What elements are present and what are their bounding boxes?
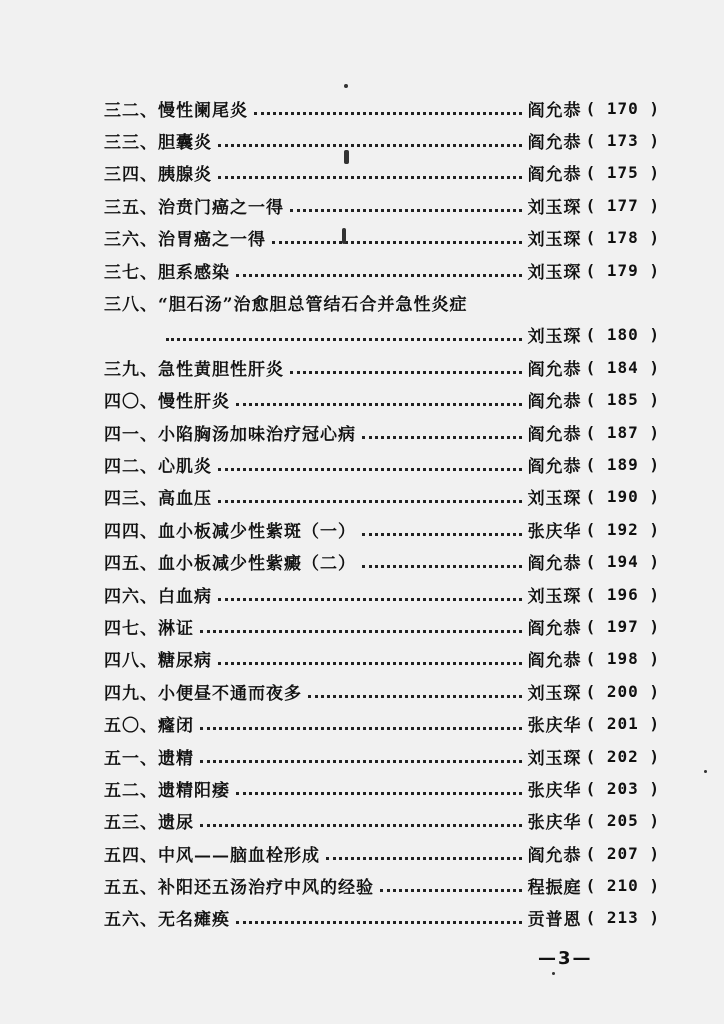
toc-entry-number: 五〇、 <box>104 716 158 737</box>
dot-leader <box>200 750 522 763</box>
toc-entry-number: 三八、 <box>104 295 158 316</box>
toc-entry <box>104 740 660 772</box>
toc-entry-author: 阎允恭 <box>527 100 582 121</box>
toc-entry <box>104 805 660 837</box>
dot-leader <box>166 328 522 341</box>
dot-leader <box>200 717 522 730</box>
dot-leader <box>326 847 522 860</box>
scan-speck <box>704 770 707 773</box>
toc-entry-page: ( 205 ) <box>585 811 660 831</box>
toc-entry <box>104 92 660 124</box>
toc-entry-author: 程振庭 <box>527 878 582 899</box>
toc-entry-author: 刘玉琛 <box>527 197 582 218</box>
toc-entry-page: ( 190 ) <box>585 487 660 507</box>
toc-entry <box>104 384 660 416</box>
dot-leader <box>362 523 522 536</box>
toc-entry-title: 遗尿 <box>158 813 194 834</box>
toc-entry-number: 四三、 <box>104 489 158 510</box>
toc-entry-title: 慢性肝炎 <box>158 392 230 413</box>
toc-entry-number: 四一、 <box>104 424 158 445</box>
dot-leader <box>218 652 522 665</box>
toc-entry <box>104 578 660 610</box>
toc-entry-author: 贡普恩 <box>527 910 582 931</box>
toc-entry-title: 治胃癌之一得 <box>158 230 266 251</box>
toc-entry <box>104 222 660 254</box>
toc-entry-number: 五二、 <box>104 780 158 801</box>
toc-entry-page: ( 213 ) <box>585 908 660 928</box>
dot-leader <box>236 264 522 277</box>
toc-entry-number: 五六、 <box>104 910 158 931</box>
toc-entry-title: 急性黄胆性肝炎 <box>158 359 284 380</box>
toc-entry-title: 中风——脑血栓形成 <box>158 845 320 866</box>
toc-entry-author: 刘玉琛 <box>527 748 582 769</box>
toc-entry-title: 白血病 <box>158 586 212 607</box>
toc-entry-number: 四八、 <box>104 651 158 672</box>
dot-leader <box>218 166 522 179</box>
toc-entry-page: ( 197 ) <box>585 616 660 636</box>
toc-entry <box>104 448 660 480</box>
toc-entry-author: 张庆华 <box>527 716 582 737</box>
toc-entry-title: 小便昼不通而夜多 <box>158 683 302 704</box>
toc-entry-title: 血小板减少性紫癜（二） <box>158 554 356 575</box>
toc-entry <box>104 869 660 901</box>
toc-entry-title: 心肌炎 <box>158 456 212 477</box>
toc-entry-number: 三五、 <box>104 197 158 218</box>
toc-entry <box>104 481 660 513</box>
toc-entry-title: 无名瘫痪 <box>158 910 230 931</box>
toc-entry <box>104 319 660 351</box>
toc-entry-author: 阎允恭 <box>527 133 582 154</box>
toc-entry-author: 阎允恭 <box>527 845 582 866</box>
toc-entry-page: ( 201 ) <box>585 714 660 734</box>
toc-entry <box>104 254 660 286</box>
toc-entry <box>104 902 660 934</box>
toc-entry <box>104 610 660 642</box>
toc-entry-page: ( 187 ) <box>585 422 660 442</box>
toc-entry-author: 阎允恭 <box>527 456 582 477</box>
toc-entry <box>104 157 660 189</box>
toc-entry <box>104 416 660 448</box>
scan-speck <box>552 972 555 975</box>
toc-entry-author: 阎允恭 <box>527 392 582 413</box>
toc-entry-title: 遗精 <box>158 748 194 769</box>
toc-entry-page: ( 194 ) <box>585 552 660 572</box>
dot-leader <box>272 231 522 244</box>
dot-leader <box>200 814 522 827</box>
toc-entry-author: 刘玉琛 <box>527 489 582 510</box>
toc-entry-author: 张庆华 <box>527 780 582 801</box>
toc-entry <box>104 545 660 577</box>
toc-entry <box>104 351 660 383</box>
toc-entry-title: 癃闭 <box>158 716 194 737</box>
toc-entry-number: 四五、 <box>104 554 158 575</box>
toc-entry-number: 四四、 <box>104 521 158 542</box>
toc-entry-page: ( 185 ) <box>585 390 660 410</box>
toc-entry-page: ( 207 ) <box>585 843 660 863</box>
toc-entry-title: 遗精阳痿 <box>158 780 230 801</box>
toc-entry-author: 阎允恭 <box>527 424 582 445</box>
toc-entry-title: 胆系感染 <box>158 262 230 283</box>
toc-entry-title: 治贲门癌之一得 <box>158 197 284 218</box>
table-of-contents <box>104 92 660 934</box>
toc-entry <box>104 286 660 318</box>
toc-entry-number: 四〇、 <box>104 392 158 413</box>
toc-entry-title: “胆石汤”治愈胆总管结石合并急性炎症 <box>158 295 468 316</box>
toc-entry-author: 阎允恭 <box>527 651 582 672</box>
toc-entry <box>104 707 660 739</box>
scan-speck <box>344 84 348 88</box>
scan-speck <box>344 150 349 164</box>
toc-entry <box>104 189 660 221</box>
toc-entry-number: 三三、 <box>104 133 158 154</box>
toc-entry-number: 四七、 <box>104 618 158 639</box>
dot-leader <box>308 685 522 698</box>
dot-leader <box>362 426 522 439</box>
toc-entry-page: ( 200 ) <box>585 681 660 701</box>
toc-entry-title: 糖尿病 <box>158 651 212 672</box>
dot-leader <box>290 361 522 374</box>
toc-entry-page: ( 203 ) <box>585 778 660 798</box>
toc-entry-number: 三四、 <box>104 165 158 186</box>
toc-entry-page: ( 177 ) <box>585 195 660 215</box>
toc-entry-author: 张庆华 <box>527 521 582 542</box>
toc-entry-page: ( 184 ) <box>585 357 660 377</box>
toc-entry-page: ( 170 ) <box>585 98 660 118</box>
toc-entry-title: 胰腺炎 <box>158 165 212 186</box>
toc-entry-author: 刘玉琛 <box>527 327 582 348</box>
toc-entry-page: ( 179 ) <box>585 260 660 280</box>
scan-speck <box>342 228 346 244</box>
toc-entry-author: 张庆华 <box>527 813 582 834</box>
toc-entry-number: 四九、 <box>104 683 158 704</box>
toc-entry <box>104 124 660 156</box>
dot-leader <box>362 555 522 568</box>
toc-entry-author: 刘玉琛 <box>527 230 582 251</box>
toc-entry-number: 四二、 <box>104 456 158 477</box>
toc-entry-number: 四六、 <box>104 586 158 607</box>
toc-entry-number: 五三、 <box>104 813 158 834</box>
toc-entry-number: 五四、 <box>104 845 158 866</box>
toc-entry-author: 阎允恭 <box>527 359 582 380</box>
toc-entry-author: 刘玉琛 <box>527 262 582 283</box>
toc-entry-title: 小陷胸汤加味治疗冠心病 <box>158 424 356 445</box>
toc-entry-number: 三二、 <box>104 100 158 121</box>
toc-entry-number: 三六、 <box>104 230 158 251</box>
toc-entry-author: 阎允恭 <box>527 554 582 575</box>
toc-entry-page: ( 178 ) <box>585 228 660 248</box>
toc-entry-author: 刘玉琛 <box>527 683 582 704</box>
toc-entry <box>104 513 660 545</box>
toc-entry-author: 阎允恭 <box>527 618 582 639</box>
toc-entry-title: 补阳还五汤治疗中风的经验 <box>158 878 374 899</box>
dot-leader <box>236 911 522 924</box>
toc-entry-title: 淋证 <box>158 618 194 639</box>
page-number: —3— <box>538 948 593 969</box>
toc-entry-page: ( 189 ) <box>585 454 660 474</box>
toc-entry-title: 慢性阑尾炎 <box>158 100 248 121</box>
dot-leader <box>380 879 522 892</box>
toc-entry-number: 三九、 <box>104 359 158 380</box>
toc-entry-number: 五一、 <box>104 748 158 769</box>
toc-entry <box>104 675 660 707</box>
toc-entry-title: 胆囊炎 <box>158 133 212 154</box>
toc-entry-page: ( 173 ) <box>585 131 660 151</box>
toc-entry-page: ( 180 ) <box>585 325 660 345</box>
dot-leader <box>218 134 522 147</box>
toc-entry <box>104 837 660 869</box>
toc-entry-page: ( 202 ) <box>585 746 660 766</box>
dot-leader <box>290 199 522 212</box>
toc-entry-page: ( 196 ) <box>585 584 660 604</box>
dot-leader <box>236 393 522 406</box>
dot-leader <box>218 458 522 471</box>
dot-leader <box>218 588 522 601</box>
toc-entry <box>104 772 660 804</box>
dot-leader <box>254 102 522 115</box>
toc-entry <box>104 643 660 675</box>
toc-entry-number: 三七、 <box>104 262 158 283</box>
dot-leader <box>200 620 522 633</box>
toc-entry-page: ( 175 ) <box>585 163 660 183</box>
toc-entry-page: ( 192 ) <box>585 519 660 539</box>
toc-entry-page: ( 210 ) <box>585 876 660 896</box>
toc-entry-title: 高血压 <box>158 489 212 510</box>
dot-leader <box>218 490 522 503</box>
toc-entry-author: 刘玉琛 <box>527 586 582 607</box>
toc-entry-number: 五五、 <box>104 878 158 899</box>
toc-entry-title: 血小板减少性紫斑（一） <box>158 521 356 542</box>
toc-entry-page: ( 198 ) <box>585 649 660 669</box>
dot-leader <box>236 782 522 795</box>
toc-entry-author: 阎允恭 <box>527 165 582 186</box>
